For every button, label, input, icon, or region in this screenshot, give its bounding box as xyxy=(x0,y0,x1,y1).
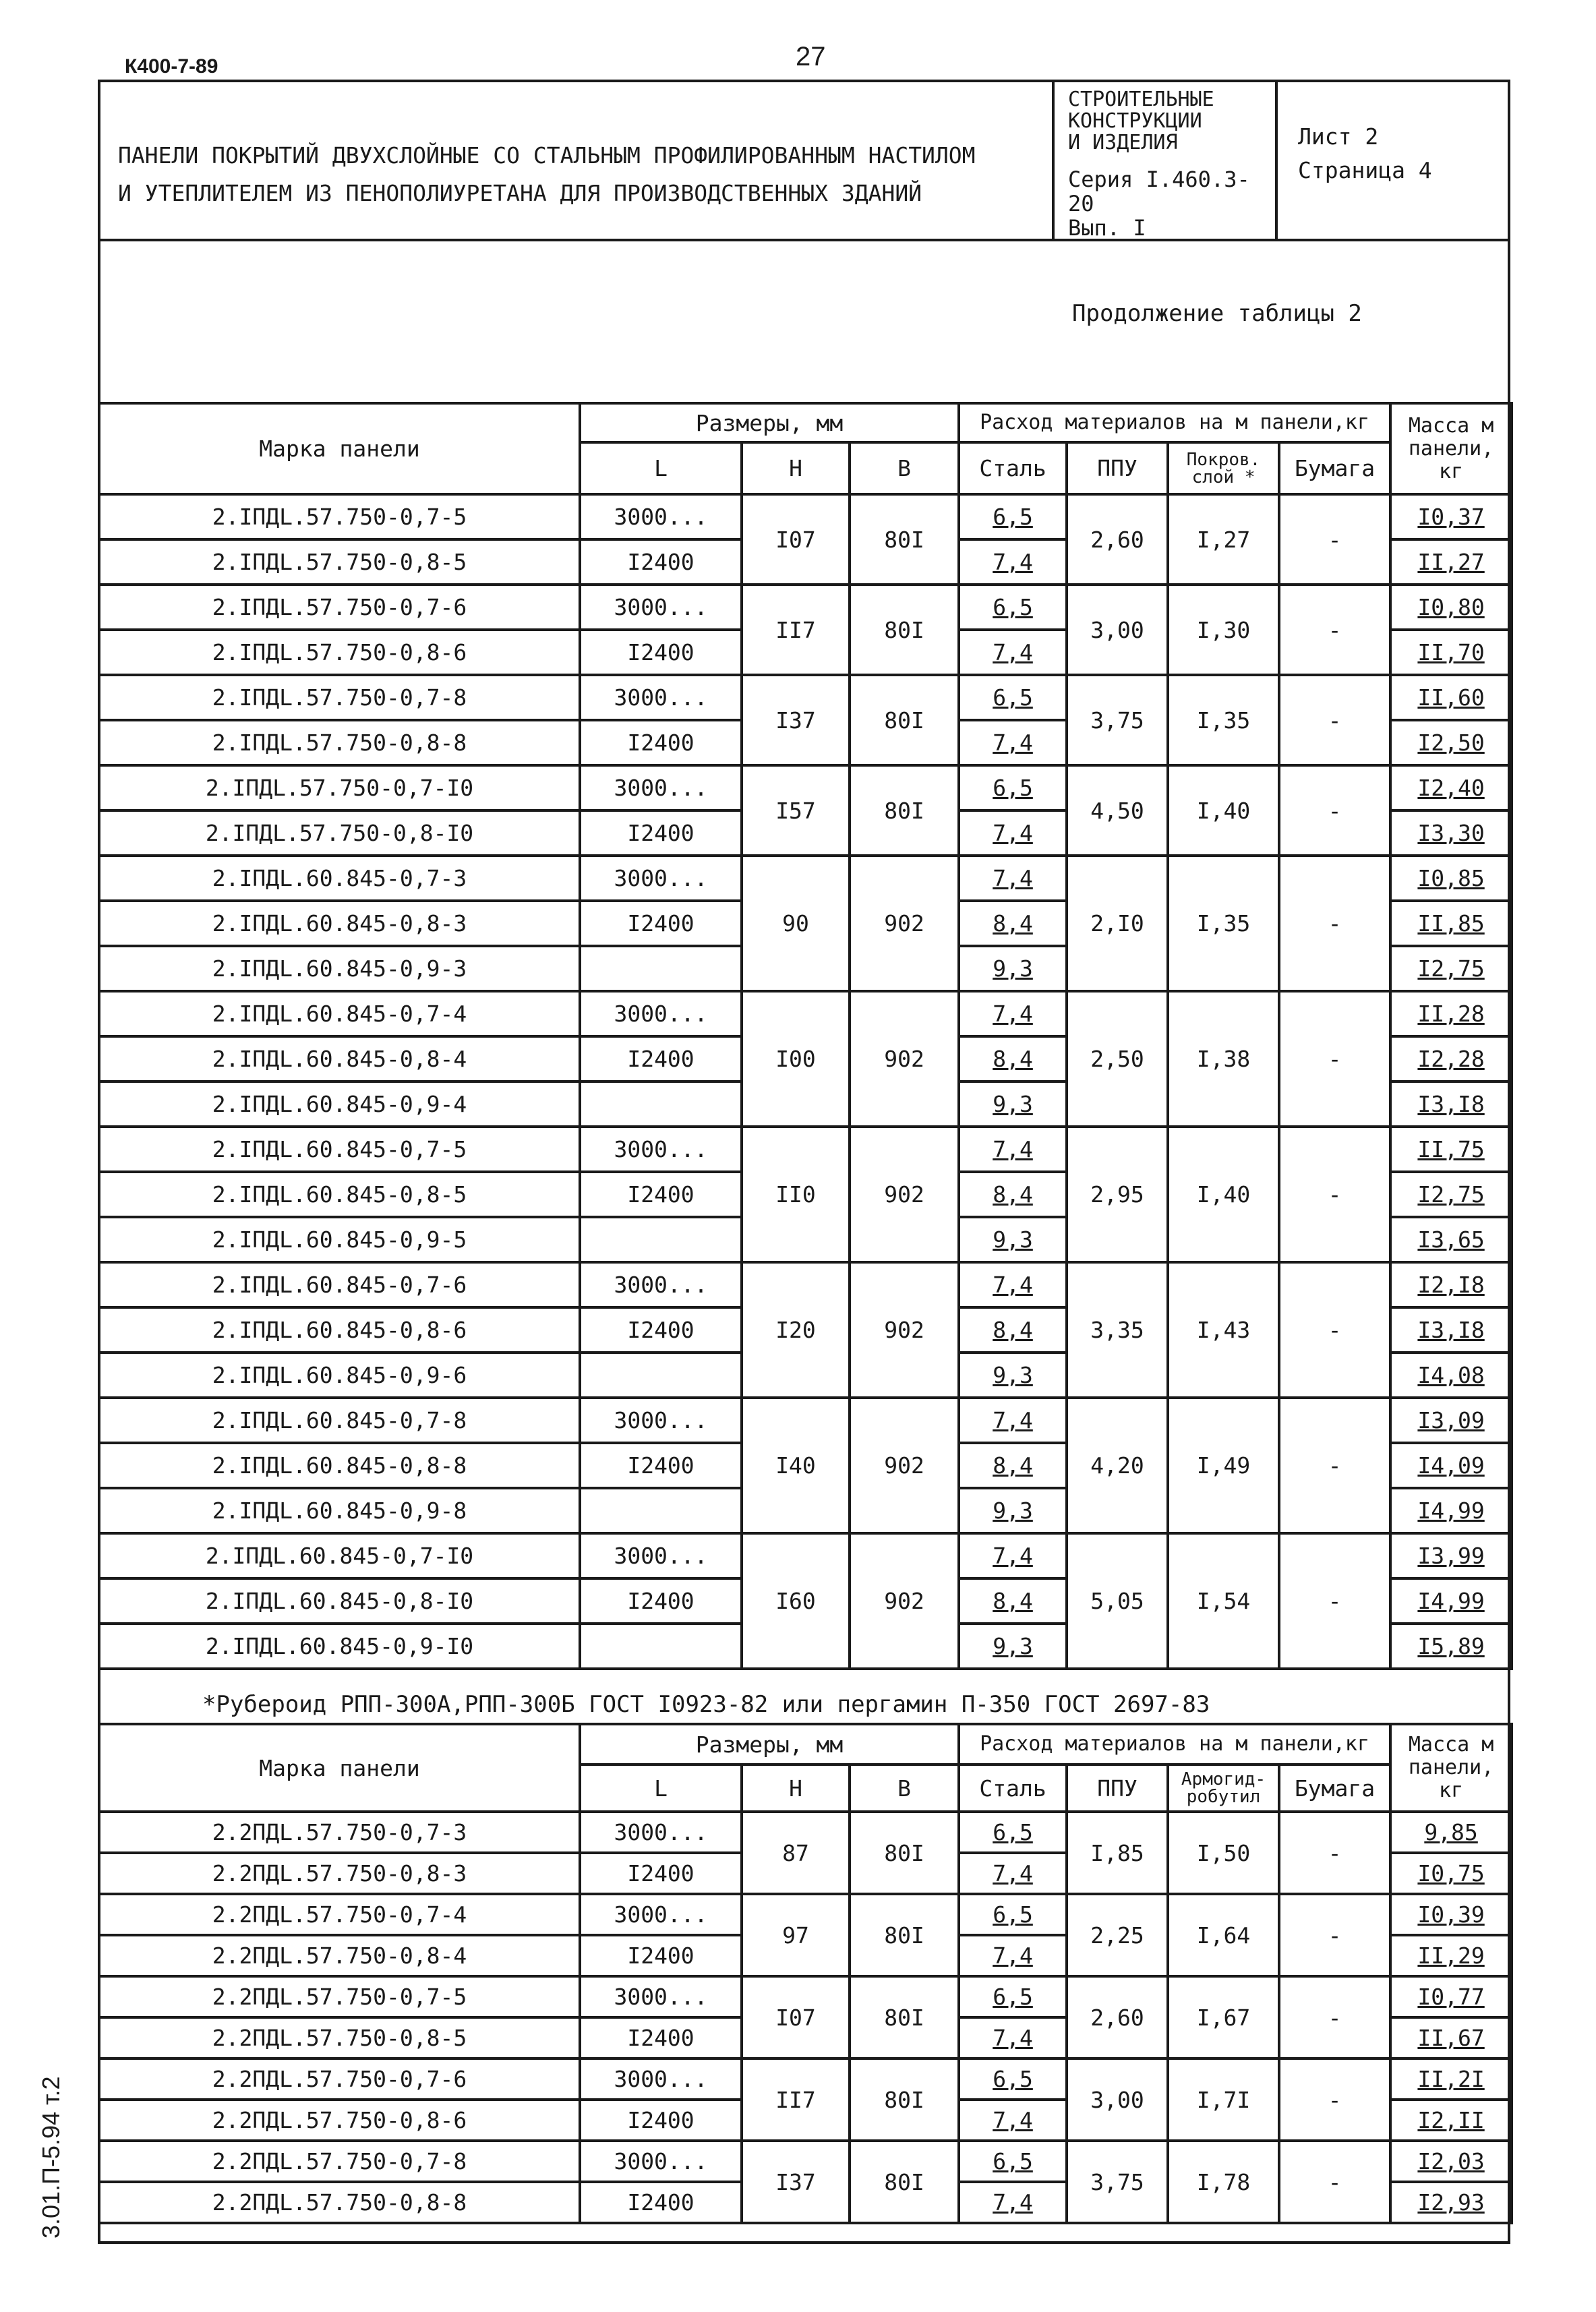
mass-cell: I4,09 xyxy=(1390,1443,1512,1488)
title-line-2: И УТЕПЛИТЕЛЕМ ИЗ ПЕНОПОЛИУРЕТАНА ДЛЯ ПРОИЗВОДСТВЕННЫХ ЗДАНИЙ xyxy=(118,180,922,206)
col-sizes-header: Размеры, мм xyxy=(580,1724,959,1765)
ppu-cell: I,85 xyxy=(1067,1812,1168,1894)
length-cell xyxy=(580,1081,742,1127)
length-cell: I2400 xyxy=(580,1036,742,1081)
panel-mark-cell: 2.2ПДL.57.750-0,7-8 xyxy=(99,2141,580,2182)
layer-cell: I,38 xyxy=(1168,991,1279,1127)
width-cell: 80I xyxy=(850,1812,959,1894)
mass-cell: II,28 xyxy=(1390,991,1512,1036)
length-cell: I2400 xyxy=(580,1853,742,1894)
panel-mark-cell: 2.IПДL.60.845-0,8-4 xyxy=(99,1036,580,1081)
length-cell: I2400 xyxy=(580,539,742,585)
mass-cell: II,75 xyxy=(1390,1127,1512,1172)
document-code: К400-7-89 xyxy=(125,55,218,78)
table-row xyxy=(99,1894,1512,1935)
ppu-cell: 4,50 xyxy=(1067,765,1168,856)
mass-header-line-3: кг xyxy=(1439,459,1464,483)
mass-header-line-1: Масса м xyxy=(1408,413,1494,438)
panel-mark-cell: 2.IПДL.60.845-0,7-8 xyxy=(99,1398,580,1443)
panel-mark-cell: 2.IПДL.60.845-0,9-5 xyxy=(99,1217,580,1262)
panel-mark-cell: 2.IПДL.60.845-0,7-5 xyxy=(99,1127,580,1172)
layer-cell: I,64 xyxy=(1168,1894,1279,1976)
col-paper-header: Бумага xyxy=(1279,1765,1390,1812)
length-cell: I2400 xyxy=(580,630,742,675)
panel-mark-cell: 2.IПДL.60.845-0,9-4 xyxy=(99,1081,580,1127)
footnote: *Рубероид РПП-300А,РПП-300Б ГОСТ I0923-82 или пергамин П-350 ГОСТ 2697-83 xyxy=(202,1691,1210,1718)
height-cell: I00 xyxy=(742,991,850,1127)
mass-cell: I2,II xyxy=(1390,2100,1512,2141)
layer-cell: I,49 xyxy=(1168,1398,1279,1533)
steel-cell: 7,4 xyxy=(959,1935,1067,1976)
paper-cell: - xyxy=(1279,1894,1390,1976)
mass-cell: II,85 xyxy=(1390,901,1512,946)
width-cell: 902 xyxy=(850,1533,959,1669)
col-ppu-header: ППУ xyxy=(1067,1765,1168,1812)
col-steel-header: Сталь xyxy=(959,1765,1067,1812)
length-cell: 3000... xyxy=(580,765,742,810)
mass-cell: I0,80 xyxy=(1390,585,1512,630)
table-row xyxy=(99,2058,1512,2100)
length-cell xyxy=(580,946,742,991)
table-row xyxy=(99,585,1512,630)
width-cell: 80I xyxy=(850,1976,959,2058)
height-cell: II7 xyxy=(742,2058,850,2141)
steel-cell: 6,5 xyxy=(959,494,1067,539)
layer-cell: I,30 xyxy=(1168,585,1279,675)
height-cell: II0 xyxy=(742,1127,850,1262)
mass-cell: I2,75 xyxy=(1390,946,1512,991)
steel-cell: 7,4 xyxy=(959,539,1067,585)
panel-mark-cell: 2.IПДL.57.750-0,7-8 xyxy=(99,675,580,720)
layer-cell: I,78 xyxy=(1168,2141,1279,2223)
panel-mark-cell: 2.IПДL.57.750-0,7-6 xyxy=(99,585,580,630)
mass-cell: I3,09 xyxy=(1390,1398,1512,1443)
continuation-caption: Продолжение таблицы 2 xyxy=(1072,300,1362,327)
layer-cell: I,35 xyxy=(1168,856,1279,991)
steel-cell: 7,4 xyxy=(959,1262,1067,1307)
width-cell: 80I xyxy=(850,2141,959,2223)
length-cell: 3000... xyxy=(580,1533,742,1578)
panel-mark-cell: 2.2ПДL.57.750-0,8-6 xyxy=(99,2100,580,2141)
mass-cell: I2,28 xyxy=(1390,1036,1512,1081)
steel-cell: 8,4 xyxy=(959,1443,1067,1488)
mass-header-line-2: панели, xyxy=(1408,1756,1494,1779)
col-mark-header: Марка панели xyxy=(99,1724,580,1812)
panel-mark-cell: 2.IПДL.60.845-0,8-5 xyxy=(99,1172,580,1217)
length-cell: I2400 xyxy=(580,2100,742,2141)
materials-table-2 xyxy=(98,1723,1513,2224)
panel-mark-cell: 2.2ПДL.57.750-0,7-3 xyxy=(99,1812,580,1853)
table-2-body xyxy=(99,1812,1512,2223)
paper-cell: - xyxy=(1279,2141,1390,2223)
mass-cell: II,70 xyxy=(1390,630,1512,675)
table-row xyxy=(99,1812,1512,1853)
steel-cell: 7,4 xyxy=(959,720,1067,765)
table-row xyxy=(99,1533,1512,1578)
width-cell: 80I xyxy=(850,765,959,856)
length-cell: 3000... xyxy=(580,494,742,539)
layer-cell: I,43 xyxy=(1168,1262,1279,1398)
width-cell: 902 xyxy=(850,1127,959,1262)
layer-cell: I,67 xyxy=(1168,1976,1279,2058)
length-cell: 3000... xyxy=(580,585,742,630)
steel-cell: 7,4 xyxy=(959,2100,1067,2141)
mass-cell: II,27 xyxy=(1390,539,1512,585)
steel-cell: 8,4 xyxy=(959,1307,1067,1353)
panel-mark-cell: 2.IПДL.60.845-0,8-I0 xyxy=(99,1578,580,1624)
panel-mark-cell: 2.IПДL.60.845-0,8-6 xyxy=(99,1307,580,1353)
mass-cell: II,60 xyxy=(1390,675,1512,720)
steel-cell: 9,3 xyxy=(959,1353,1067,1398)
paper-cell: - xyxy=(1279,585,1390,675)
ppu-cell: 2,60 xyxy=(1067,494,1168,585)
panel-mark-cell: 2.IПДL.60.845-0,9-6 xyxy=(99,1353,580,1398)
panel-mark-cell: 2.IПДL.60.845-0,9-8 xyxy=(99,1488,580,1533)
height-cell: I37 xyxy=(742,2141,850,2223)
length-cell: I2400 xyxy=(580,2017,742,2058)
table-1-body xyxy=(99,494,1512,1669)
width-cell: 80I xyxy=(850,494,959,585)
col-h-header: Н xyxy=(742,1765,850,1812)
panel-mark-cell: 2.2ПДL.57.750-0,8-3 xyxy=(99,1853,580,1894)
mass-cell: I0,37 xyxy=(1390,494,1512,539)
table-row xyxy=(99,1398,1512,1443)
length-cell: I2400 xyxy=(580,1443,742,1488)
mass-cell: I0,39 xyxy=(1390,1894,1512,1935)
page-label: Страница 4 xyxy=(1298,157,1432,183)
steel-cell: 7,4 xyxy=(959,2017,1067,2058)
height-cell: II7 xyxy=(742,585,850,675)
col-paper-header: Бумага xyxy=(1279,442,1390,494)
sheet-cell xyxy=(1278,80,1507,239)
steel-cell: 7,4 xyxy=(959,810,1067,856)
mass-cell: I4,99 xyxy=(1390,1488,1512,1533)
length-cell: I2400 xyxy=(580,720,742,765)
length-cell: 3000... xyxy=(580,1127,742,1172)
title-line-1: ПАНЕЛИ ПОКРЫТИЙ ДВУХСЛОЙНЫЕ СО СТАЛЬНЫМ ПРОФИЛИРОВАННЫМ НАСТИЛОМ xyxy=(118,142,976,169)
steel-cell: 6,5 xyxy=(959,2058,1067,2100)
mass-cell: II,2I xyxy=(1390,2058,1512,2100)
mass-header-line-3: кг xyxy=(1439,1779,1464,1802)
layer-header-line-1: Покров. xyxy=(1186,449,1261,470)
layer-header-line-2: слой * xyxy=(1191,467,1255,487)
height-cell: 87 xyxy=(742,1812,850,1894)
col-steel-header: Сталь xyxy=(959,442,1067,494)
ppu-cell: 3,00 xyxy=(1067,2058,1168,2141)
ppu-cell: 2,60 xyxy=(1067,1976,1168,2058)
height-cell: I40 xyxy=(742,1398,850,1533)
table-row xyxy=(99,1262,1512,1307)
height-cell: I07 xyxy=(742,494,850,585)
mass-cell: I0,85 xyxy=(1390,856,1512,901)
steel-cell: 6,5 xyxy=(959,1976,1067,2017)
ppu-cell: 3,75 xyxy=(1067,675,1168,765)
mass-cell: I2,03 xyxy=(1390,2141,1512,2182)
panel-mark-cell: 2.IПДL.60.845-0,9-I0 xyxy=(99,1624,580,1669)
col-b-header: В xyxy=(850,442,959,494)
steel-cell: 6,5 xyxy=(959,2141,1067,2182)
length-cell: 3000... xyxy=(580,2141,742,2182)
width-cell: 902 xyxy=(850,1262,959,1398)
mass-cell: I0,77 xyxy=(1390,1976,1512,2017)
length-cell xyxy=(580,1624,742,1669)
height-cell: I37 xyxy=(742,675,850,765)
mass-cell: I2,I8 xyxy=(1390,1262,1512,1307)
table-row xyxy=(99,675,1512,720)
table-row xyxy=(99,2141,1512,2182)
length-cell: 3000... xyxy=(580,1262,742,1307)
length-cell: I2400 xyxy=(580,1935,742,1976)
height-cell: I57 xyxy=(742,765,850,856)
paper-cell: - xyxy=(1279,1262,1390,1398)
ppu-cell: 2,50 xyxy=(1067,991,1168,1127)
steel-cell: 8,4 xyxy=(959,901,1067,946)
col-consumption-header: Расход материалов на м панели,кг xyxy=(959,1724,1390,1765)
col-mass-header xyxy=(1390,403,1512,494)
height-cell: 90 xyxy=(742,856,850,991)
panel-mark-cell: 2.IПДL.60.845-0,9-3 xyxy=(99,946,580,991)
layer-cell: I,54 xyxy=(1168,1533,1279,1669)
layer-cell: I,40 xyxy=(1168,1127,1279,1262)
length-cell: 3000... xyxy=(580,1398,742,1443)
steel-cell: 6,5 xyxy=(959,585,1067,630)
mass-cell: II,29 xyxy=(1390,1935,1512,1976)
steel-cell: 9,3 xyxy=(959,946,1067,991)
length-cell: 3000... xyxy=(580,675,742,720)
category-line-2: КОНСТРУКЦИИ xyxy=(1068,109,1202,133)
paper-cell: - xyxy=(1279,765,1390,856)
title-block xyxy=(98,80,1510,241)
col-mass-header xyxy=(1390,1724,1512,1812)
ppu-cell: 2,95 xyxy=(1067,1127,1168,1262)
category-line-3: И ИЗДЕЛИЯ xyxy=(1068,131,1178,154)
width-cell: 80I xyxy=(850,585,959,675)
steel-cell: 9,3 xyxy=(959,1624,1067,1669)
width-cell: 80I xyxy=(850,675,959,765)
panel-mark-cell: 2.IПДL.60.845-0,7-6 xyxy=(99,1262,580,1307)
mass-cell: I3,I8 xyxy=(1390,1081,1512,1127)
steel-cell: 9,3 xyxy=(959,1217,1067,1262)
category-cell xyxy=(1052,80,1278,239)
width-cell: 80I xyxy=(850,1894,959,1976)
length-cell: I2400 xyxy=(580,1172,742,1217)
paper-cell: - xyxy=(1279,675,1390,765)
layer-cell: I,7I xyxy=(1168,2058,1279,2141)
length-cell xyxy=(580,1353,742,1398)
paper-cell: - xyxy=(1279,856,1390,991)
steel-cell: 7,4 xyxy=(959,1127,1067,1172)
panel-mark-cell: 2.IПДL.60.845-0,8-8 xyxy=(99,1443,580,1488)
mass-cell: I4,08 xyxy=(1390,1353,1512,1398)
length-cell: 3000... xyxy=(580,1976,742,2017)
panel-mark-cell: 2.IПДL.60.845-0,8-3 xyxy=(99,901,580,946)
length-cell xyxy=(580,1488,742,1533)
paper-cell: - xyxy=(1279,1398,1390,1533)
table-row xyxy=(99,765,1512,810)
length-cell: 3000... xyxy=(580,1894,742,1935)
col-sizes-header: Размеры, мм xyxy=(580,403,959,442)
document-title xyxy=(118,137,1129,212)
mass-cell: I3,30 xyxy=(1390,810,1512,856)
armogid-header-line-2: робутил xyxy=(1186,1787,1261,1807)
steel-cell: 8,4 xyxy=(959,1578,1067,1624)
ppu-cell: 5,05 xyxy=(1067,1533,1168,1669)
paper-cell: - xyxy=(1279,991,1390,1127)
panel-mark-cell: 2.2ПДL.57.750-0,8-8 xyxy=(99,2182,580,2223)
paper-cell: - xyxy=(1279,1812,1390,1894)
ppu-cell: 2,25 xyxy=(1067,1894,1168,1976)
ppu-cell: 3,35 xyxy=(1067,1262,1168,1398)
paper-cell: - xyxy=(1279,2058,1390,2141)
panel-mark-cell: 2.IПДL.57.750-0,7-I0 xyxy=(99,765,580,810)
col-armogid-header xyxy=(1168,1765,1279,1812)
length-cell: 3000... xyxy=(580,2058,742,2100)
panel-mark-cell: 2.IПДL.57.750-0,8-I0 xyxy=(99,810,580,856)
steel-cell: 6,5 xyxy=(959,765,1067,810)
armogid-header-line-1: Армогид- xyxy=(1181,1769,1266,1789)
paper-cell: - xyxy=(1279,1127,1390,1262)
mass-cell: I2,40 xyxy=(1390,765,1512,810)
steel-cell: 9,3 xyxy=(959,1081,1067,1127)
layer-cell: I,27 xyxy=(1168,494,1279,585)
col-l-header: L xyxy=(580,1765,742,1812)
col-ppu-header: ППУ xyxy=(1067,442,1168,494)
panel-mark-cell: 2.IПДL.57.750-0,8-5 xyxy=(99,539,580,585)
mass-cell: I0,75 xyxy=(1390,1853,1512,1894)
table-row xyxy=(99,1976,1512,2017)
steel-cell: 9,3 xyxy=(959,1488,1067,1533)
width-cell: 80I xyxy=(850,2058,959,2141)
layer-cell: I,50 xyxy=(1168,1812,1279,1894)
col-l-header: L xyxy=(580,442,742,494)
panel-mark-cell: 2.IПДL.57.750-0,8-6 xyxy=(99,630,580,675)
steel-cell: 8,4 xyxy=(959,1036,1067,1081)
issue-label: Вып. I xyxy=(1068,215,1146,241)
ppu-cell: 3,00 xyxy=(1067,585,1168,675)
sheet-label: Лист 2 xyxy=(1298,123,1379,150)
panel-mark-cell: 2.IПДL.60.845-0,7-3 xyxy=(99,856,580,901)
length-cell: I2400 xyxy=(580,810,742,856)
page-number: 27 xyxy=(796,42,826,71)
mass-cell: I2,75 xyxy=(1390,1172,1512,1217)
mass-cell: I2,50 xyxy=(1390,720,1512,765)
mass-cell: I5,89 xyxy=(1390,1624,1512,1669)
panel-mark-cell: 2.IПДL.60.845-0,7-4 xyxy=(99,991,580,1036)
width-cell: 902 xyxy=(850,991,959,1127)
panel-mark-cell: 2.2ПДL.57.750-0,7-5 xyxy=(99,1976,580,2017)
table-row xyxy=(99,991,1512,1036)
steel-cell: 7,4 xyxy=(959,1398,1067,1443)
length-cell: 3000... xyxy=(580,856,742,901)
steel-cell: 6,5 xyxy=(959,675,1067,720)
col-h-header: Н xyxy=(742,442,850,494)
table-row xyxy=(99,1127,1512,1172)
paper-cell: - xyxy=(1279,1533,1390,1669)
series-label: Серия I.460.3-20 xyxy=(1068,167,1250,216)
materials-table-1 xyxy=(98,402,1513,1670)
steel-cell: 7,4 xyxy=(959,856,1067,901)
mass-cell: I3,65 xyxy=(1390,1217,1512,1262)
mass-cell: II,67 xyxy=(1390,2017,1512,2058)
height-cell: I60 xyxy=(742,1533,850,1669)
mass-cell: 9,85 xyxy=(1390,1812,1512,1853)
panel-mark-cell: 2.2ПДL.57.750-0,7-6 xyxy=(99,2058,580,2100)
steel-cell: 6,5 xyxy=(959,1894,1067,1935)
category-line-1: СТРОИТЕЛЬНЫЕ xyxy=(1068,88,1214,111)
steel-cell: 7,4 xyxy=(959,2182,1067,2223)
table-row xyxy=(99,494,1512,539)
col-consumption-header: Расход материалов на м панели,кг xyxy=(959,403,1390,442)
layer-cell: I,35 xyxy=(1168,675,1279,765)
steel-cell: 7,4 xyxy=(959,991,1067,1036)
length-cell: I2400 xyxy=(580,1578,742,1624)
mass-cell: I3,99 xyxy=(1390,1533,1512,1578)
panel-mark-cell: 2.2ПДL.57.750-0,8-4 xyxy=(99,1935,580,1976)
length-cell: I2400 xyxy=(580,901,742,946)
ppu-cell: 3,75 xyxy=(1067,2141,1168,2223)
panel-mark-cell: 2.IПДL.57.750-0,8-8 xyxy=(99,720,580,765)
steel-cell: 7,4 xyxy=(959,1853,1067,1894)
panel-mark-cell: 2.2ПДL.57.750-0,8-5 xyxy=(99,2017,580,2058)
mass-header-line-2: панели, xyxy=(1408,436,1494,461)
side-stamp: 3.01.П-5.94 т.2 xyxy=(37,2076,65,2239)
length-cell: 3000... xyxy=(580,991,742,1036)
height-cell: I20 xyxy=(742,1262,850,1398)
layer-cell: I,40 xyxy=(1168,765,1279,856)
col-layer-header xyxy=(1168,442,1279,494)
col-b-header: В xyxy=(850,1765,959,1812)
height-cell: 97 xyxy=(742,1894,850,1976)
panel-mark-cell: 2.2ПДL.57.750-0,7-4 xyxy=(99,1894,580,1935)
length-cell: I2400 xyxy=(580,1307,742,1353)
steel-cell: 7,4 xyxy=(959,630,1067,675)
ppu-cell: 2,I0 xyxy=(1067,856,1168,991)
mass-cell: I2,93 xyxy=(1390,2182,1512,2223)
mass-cell: I4,99 xyxy=(1390,1578,1512,1624)
col-mark-header: Марка панели xyxy=(99,403,580,494)
length-cell: 3000... xyxy=(580,1812,742,1853)
steel-cell: 6,5 xyxy=(959,1812,1067,1853)
panel-mark-cell: 2.IПДL.57.750-0,7-5 xyxy=(99,494,580,539)
paper-cell: - xyxy=(1279,1976,1390,2058)
steel-cell: 7,4 xyxy=(959,1533,1067,1578)
steel-cell: 8,4 xyxy=(959,1172,1067,1217)
height-cell: I07 xyxy=(742,1976,850,2058)
mass-header-line-1: Масса м xyxy=(1408,1733,1494,1756)
width-cell: 902 xyxy=(850,1398,959,1533)
width-cell: 902 xyxy=(850,856,959,991)
length-cell: I2400 xyxy=(580,2182,742,2223)
table-row xyxy=(99,856,1512,901)
mass-cell: I3,I8 xyxy=(1390,1307,1512,1353)
ppu-cell: 4,20 xyxy=(1067,1398,1168,1533)
length-cell xyxy=(580,1217,742,1262)
paper-cell: - xyxy=(1279,494,1390,585)
panel-mark-cell: 2.IПДL.60.845-0,7-I0 xyxy=(99,1533,580,1578)
